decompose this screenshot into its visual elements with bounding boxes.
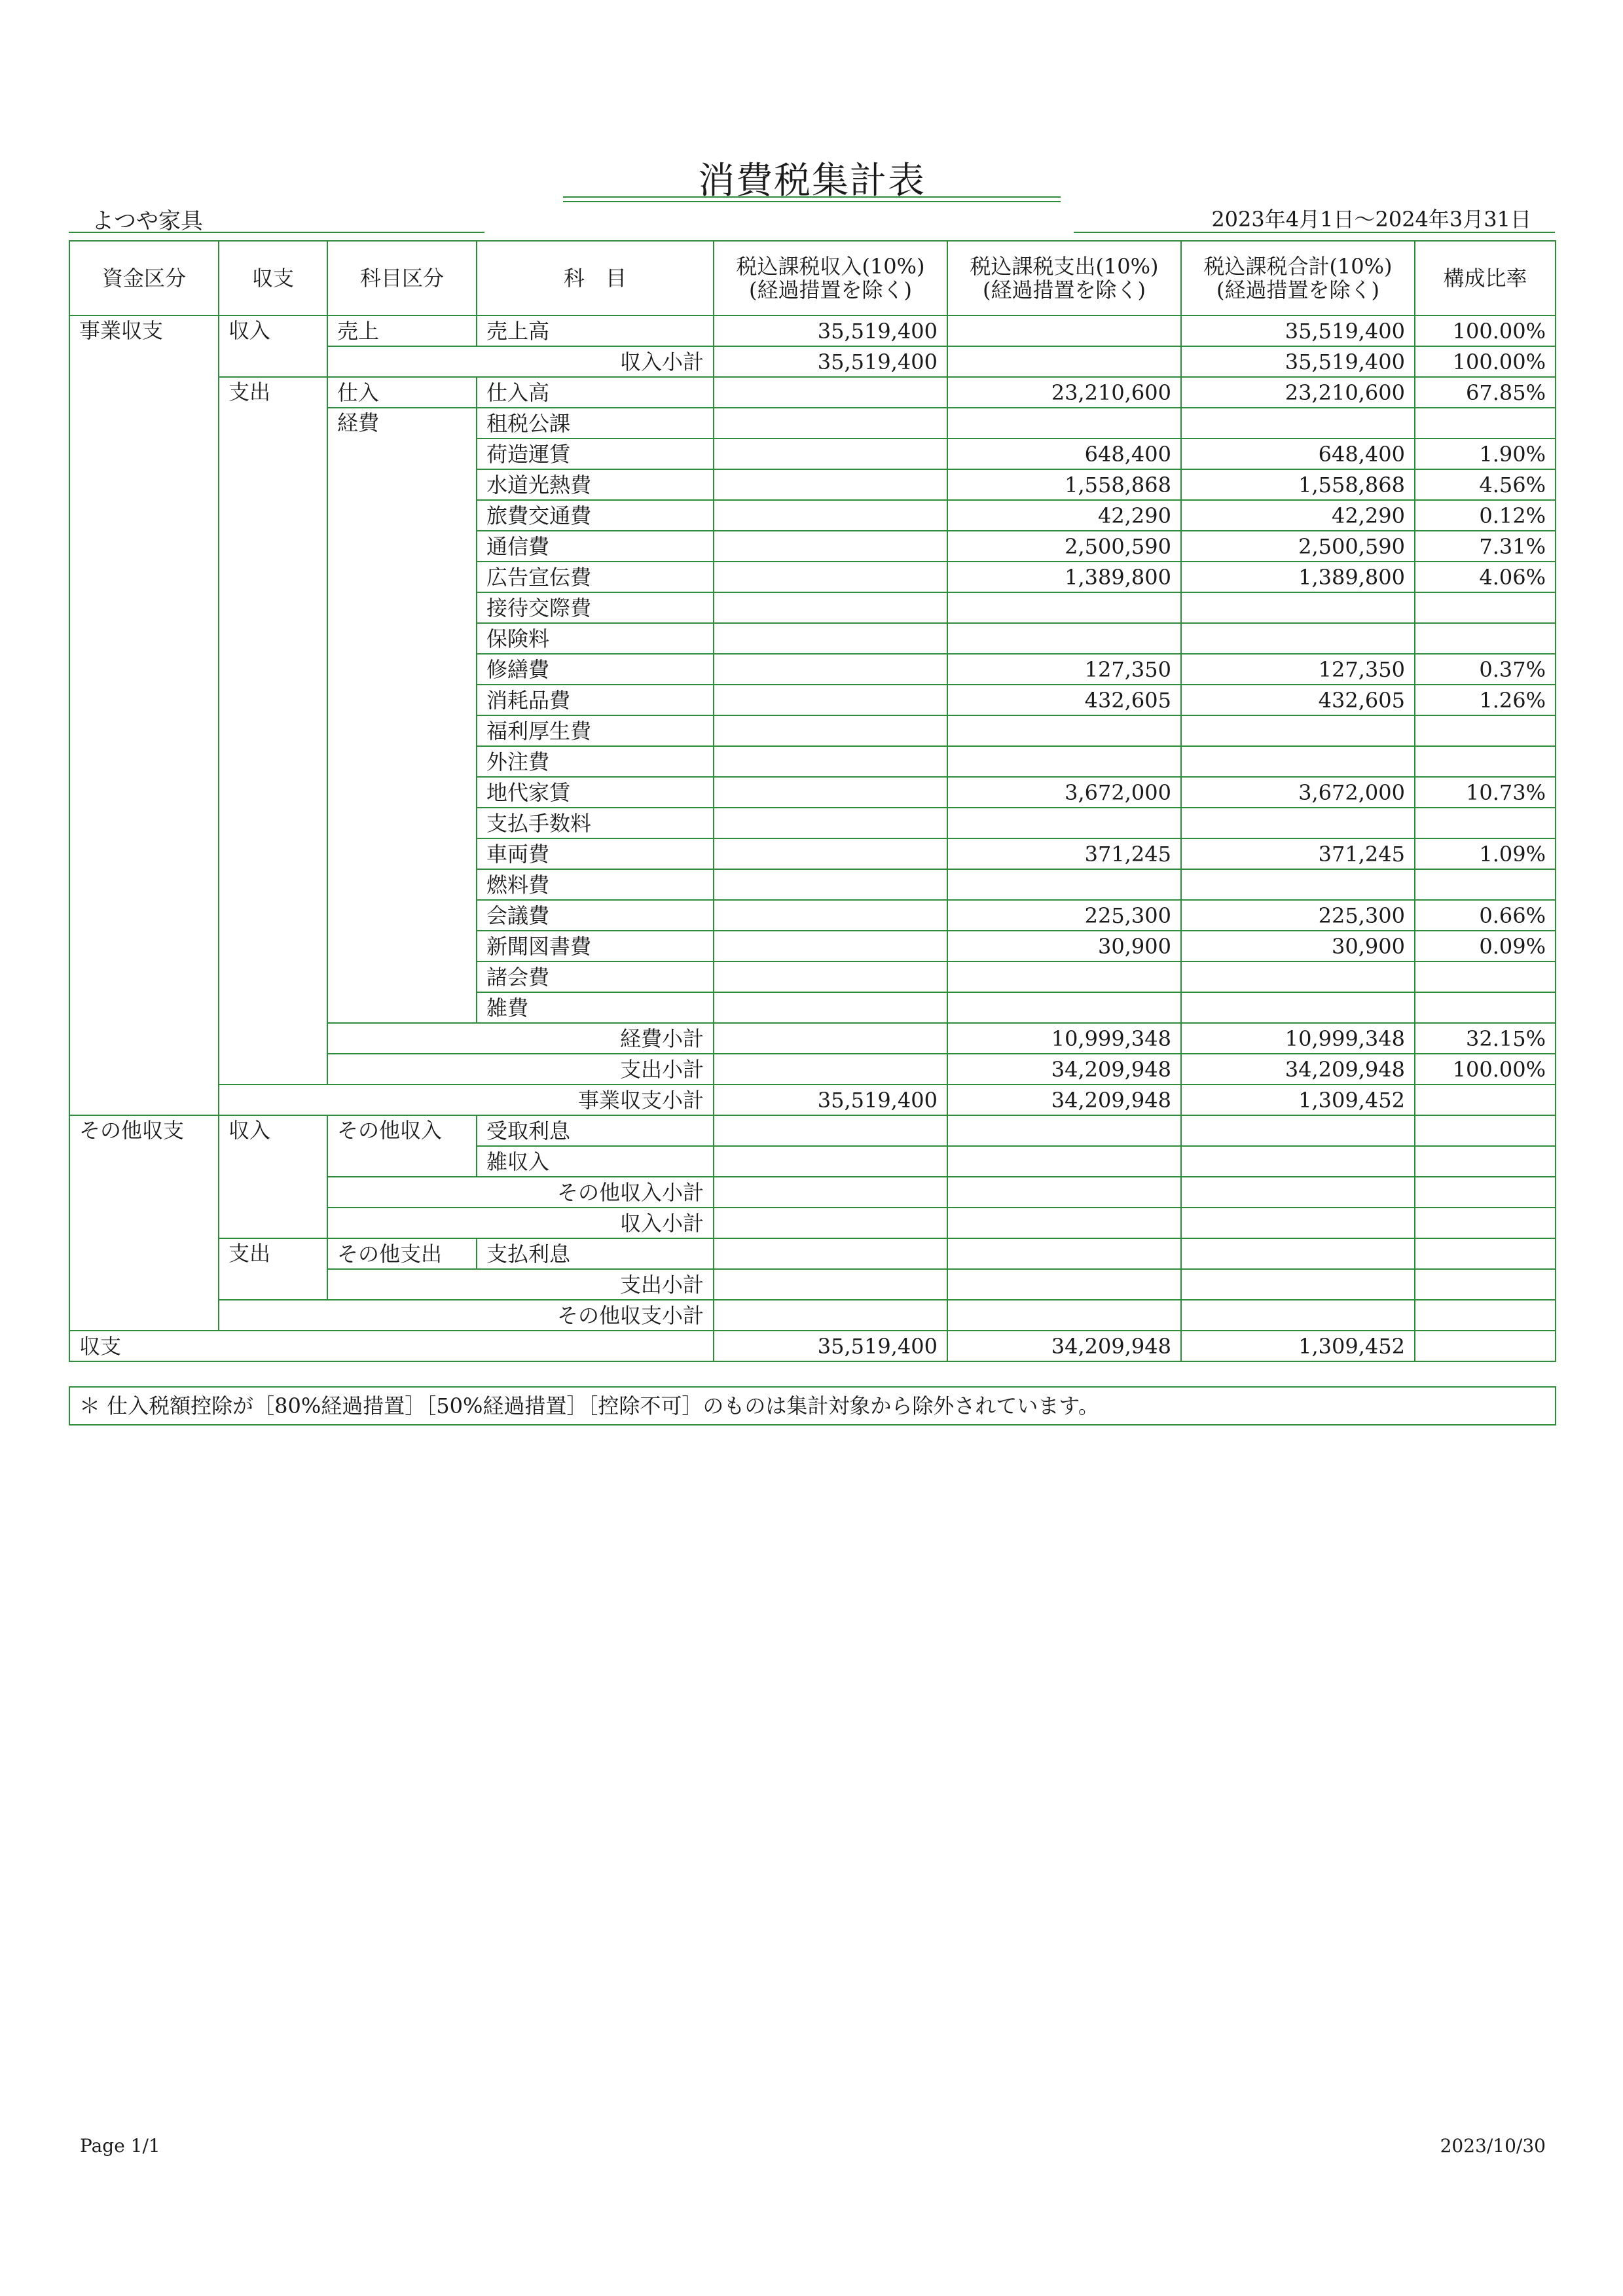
io-income: 収入 — [219, 1115, 327, 1238]
account-name: 旅費交通費 — [477, 500, 714, 531]
total-value — [1181, 1115, 1415, 1146]
income-value — [714, 500, 947, 531]
income-value: 35,519,400 — [714, 1331, 947, 1361]
table-row — [69, 1085, 1556, 1115]
expense-value — [947, 715, 1181, 746]
category-purchase: 仕入 — [327, 377, 477, 408]
account-name: 租税公課 — [477, 408, 714, 439]
category-sales: 売上 — [327, 315, 477, 346]
ratio-value — [1415, 1177, 1556, 1208]
income-value — [714, 1269, 947, 1300]
grand-total-label: 収支 — [69, 1331, 714, 1361]
total-value: 1,309,452 — [1181, 1331, 1415, 1361]
account-name: 消耗品費 — [477, 685, 714, 715]
total-value: 35,519,400 — [1181, 346, 1415, 377]
expense-value: 3,672,000 — [947, 777, 1181, 808]
total-value — [1181, 623, 1415, 654]
expense-value — [947, 808, 1181, 838]
ratio-value — [1415, 1238, 1556, 1269]
table-body — [69, 315, 1556, 1361]
header-io: 収支 — [219, 241, 327, 315]
income-value: 35,519,400 — [714, 1085, 947, 1115]
ratio-value — [1415, 808, 1556, 838]
total-value — [1181, 961, 1415, 992]
total-value: 1,558,868 — [1181, 469, 1415, 500]
expense-value: 225,300 — [947, 900, 1181, 931]
subtotal-label: 収入小計 — [327, 1208, 714, 1238]
subtotal-label: 支出小計 — [327, 1269, 714, 1300]
subtotal-label: 収入小計 — [327, 346, 714, 377]
expense-value: 34,209,948 — [947, 1331, 1181, 1361]
expense-value — [947, 1146, 1181, 1177]
income-value — [714, 900, 947, 931]
page-title: 消費税集計表 — [698, 160, 926, 202]
ratio-value: 1.26% — [1415, 685, 1556, 715]
income-value — [714, 654, 947, 685]
header-total: 税込課税合計(10%) (経過措置を除く) — [1181, 241, 1415, 315]
total-value: 35,519,400 — [1181, 315, 1415, 346]
fund-other: その他収支 — [69, 1115, 219, 1331]
total-value — [1181, 992, 1415, 1023]
total-value: 648,400 — [1181, 439, 1415, 469]
expense-value — [947, 1269, 1181, 1300]
account-name: 荷造運賃 — [477, 439, 714, 469]
subtotal-label: その他収入小計 — [327, 1177, 714, 1208]
account-name: 修繕費 — [477, 654, 714, 685]
total-value: 432,605 — [1181, 685, 1415, 715]
total-value — [1181, 408, 1415, 439]
total-value — [1181, 1208, 1415, 1238]
ratio-value — [1415, 961, 1556, 992]
fund-business: 事業収支 — [69, 315, 219, 1115]
income-value — [714, 869, 947, 900]
expense-value — [947, 746, 1181, 777]
income-value — [714, 1177, 947, 1208]
income-value — [714, 623, 947, 654]
total-value: 2,500,590 — [1181, 531, 1415, 562]
income-value — [714, 1115, 947, 1146]
expense-value — [947, 961, 1181, 992]
total-value — [1181, 1300, 1415, 1331]
account-name: 外注費 — [477, 746, 714, 777]
income-value — [714, 746, 947, 777]
total-value — [1181, 1269, 1415, 1300]
total-value — [1181, 1238, 1415, 1269]
total-value: 1,309,452 — [1181, 1085, 1415, 1115]
ratio-value: 4.56% — [1415, 469, 1556, 500]
account-name: 広告宣伝費 — [477, 562, 714, 592]
ratio-value — [1415, 1269, 1556, 1300]
title-underline-2 — [563, 201, 1061, 202]
expense-value — [947, 1238, 1181, 1269]
account-name: 福利厚生費 — [477, 715, 714, 746]
total-value: 34,209,948 — [1181, 1054, 1415, 1085]
income-value — [714, 1023, 947, 1054]
account-name: 売上高 — [477, 315, 714, 346]
expense-value: 2,500,590 — [947, 531, 1181, 562]
print-date: 2023/10/30 — [1440, 2135, 1546, 2157]
header-expense: 税込課税支出(10%) (経過措置を除く) — [947, 241, 1181, 315]
income-value — [714, 1208, 947, 1238]
income-value — [714, 1054, 947, 1085]
table-row — [69, 1115, 1556, 1146]
total-value — [1181, 1177, 1415, 1208]
total-value: 3,672,000 — [1181, 777, 1415, 808]
company-underline — [69, 232, 484, 233]
ratio-value: 67.85% — [1415, 377, 1556, 408]
income-value — [714, 439, 947, 469]
footnote: ＊ 仕入税額控除が［80%経過措置］［50%経過措置］［控除不可］のものは集計対象から除外されています。 — [69, 1386, 1556, 1426]
account-name: 接待交際費 — [477, 592, 714, 623]
io-expense: 支出 — [219, 377, 327, 1085]
subtotal-label: 事業収支小計 — [219, 1085, 714, 1115]
expense-value — [947, 1300, 1181, 1331]
subtotal-label: その他収支小計 — [219, 1300, 714, 1331]
ratio-value — [1415, 869, 1556, 900]
period-underline — [1074, 232, 1555, 233]
total-value — [1181, 715, 1415, 746]
income-value — [714, 469, 947, 500]
subtotal-label: 支出小計 — [327, 1054, 714, 1085]
total-value: 30,900 — [1181, 931, 1415, 961]
expense-value: 1,389,800 — [947, 562, 1181, 592]
category-other-expense: その他支出 — [327, 1238, 477, 1269]
io-expense: 支出 — [219, 1238, 327, 1300]
ratio-value: 32.15% — [1415, 1023, 1556, 1054]
account-name: 受取利息 — [477, 1115, 714, 1146]
expense-value — [947, 315, 1181, 346]
title-underline — [563, 196, 1061, 198]
ratio-value: 0.09% — [1415, 931, 1556, 961]
ratio-value: 0.66% — [1415, 900, 1556, 931]
expense-value — [947, 408, 1181, 439]
account-name: 諸会費 — [477, 961, 714, 992]
expense-value: 1,558,868 — [947, 469, 1181, 500]
total-value: 10,999,348 — [1181, 1023, 1415, 1054]
header-row — [69, 241, 1556, 315]
ratio-value — [1415, 592, 1556, 623]
expense-value: 42,290 — [947, 500, 1181, 531]
account-name: 雑費 — [477, 992, 714, 1023]
income-value — [714, 562, 947, 592]
income-value — [714, 592, 947, 623]
expense-value — [947, 1208, 1181, 1238]
subtotal-label: 経費小計 — [327, 1023, 714, 1054]
header-fund: 資金区分 — [69, 241, 219, 315]
report-period: 2023年4月1日〜2024年3月31日 — [1211, 207, 1531, 232]
ratio-value — [1415, 1300, 1556, 1331]
account-name: 地代家賃 — [477, 777, 714, 808]
ratio-value — [1415, 1085, 1556, 1115]
ratio-value: 4.06% — [1415, 562, 1556, 592]
total-value — [1181, 592, 1415, 623]
ratio-value: 0.12% — [1415, 500, 1556, 531]
income-value — [714, 992, 947, 1023]
ratio-value — [1415, 1208, 1556, 1238]
expense-value: 648,400 — [947, 439, 1181, 469]
total-value: 127,350 — [1181, 654, 1415, 685]
ratio-value: 10.73% — [1415, 777, 1556, 808]
account-name: 支払利息 — [477, 1238, 714, 1269]
account-name: 仕入高 — [477, 377, 714, 408]
total-value: 42,290 — [1181, 500, 1415, 531]
expense-value — [947, 623, 1181, 654]
income-value — [714, 777, 947, 808]
expense-value: 432,605 — [947, 685, 1181, 715]
ratio-value — [1415, 623, 1556, 654]
ratio-value — [1415, 1331, 1556, 1361]
expense-value — [947, 1115, 1181, 1146]
category-expenses: 経費 — [327, 408, 477, 1023]
account-name: 雑収入 — [477, 1146, 714, 1177]
income-value — [714, 1238, 947, 1269]
expense-value: 10,999,348 — [947, 1023, 1181, 1054]
income-value — [714, 808, 947, 838]
total-value: 1,389,800 — [1181, 562, 1415, 592]
header-income: 税込課税収入(10%) (経過措置を除く) — [714, 241, 947, 315]
ratio-value: 100.00% — [1415, 346, 1556, 377]
ratio-value: 100.00% — [1415, 315, 1556, 346]
account-name: 車両費 — [477, 838, 714, 869]
table-row — [69, 315, 1556, 346]
header-account: 科 目 — [477, 241, 714, 315]
company-name: よつや家具 — [92, 208, 203, 234]
expense-value: 34,209,948 — [947, 1085, 1181, 1115]
expense-value — [947, 869, 1181, 900]
expense-value — [947, 1177, 1181, 1208]
account-name: 水道光熱費 — [477, 469, 714, 500]
income-value — [714, 838, 947, 869]
page-number: Page 1/1 — [80, 2135, 160, 2157]
income-value: 35,519,400 — [714, 315, 947, 346]
header-ratio: 構成比率 — [1415, 241, 1556, 315]
total-value: 225,300 — [1181, 900, 1415, 931]
income-value: 35,519,400 — [714, 346, 947, 377]
income-value — [714, 961, 947, 992]
expense-value — [947, 592, 1181, 623]
ratio-value: 100.00% — [1415, 1054, 1556, 1085]
table-row — [69, 1300, 1556, 1331]
ratio-value — [1415, 1146, 1556, 1177]
expense-value — [947, 346, 1181, 377]
ratio-value — [1415, 1115, 1556, 1146]
ratio-value — [1415, 992, 1556, 1023]
ratio-value — [1415, 746, 1556, 777]
account-name: 新聞図書費 — [477, 931, 714, 961]
category-other-income: その他収入 — [327, 1115, 477, 1177]
account-name: 会議費 — [477, 900, 714, 931]
ratio-value — [1415, 715, 1556, 746]
account-name: 通信費 — [477, 531, 714, 562]
ratio-value: 1.09% — [1415, 838, 1556, 869]
income-value — [714, 531, 947, 562]
income-value — [714, 1300, 947, 1331]
total-value — [1181, 1146, 1415, 1177]
income-value — [714, 931, 947, 961]
income-value — [714, 685, 947, 715]
io-income: 収入 — [219, 315, 327, 377]
ratio-value — [1415, 408, 1556, 439]
total-value — [1181, 746, 1415, 777]
account-name: 燃料費 — [477, 869, 714, 900]
total-value: 371,245 — [1181, 838, 1415, 869]
total-value: 23,210,600 — [1181, 377, 1415, 408]
income-value — [714, 1146, 947, 1177]
income-value — [714, 715, 947, 746]
table-row — [69, 1331, 1556, 1361]
expense-value: 34,209,948 — [947, 1054, 1181, 1085]
account-name: 支払手数料 — [477, 808, 714, 838]
ratio-value: 7.31% — [1415, 531, 1556, 562]
expense-value: 127,350 — [947, 654, 1181, 685]
expense-value: 23,210,600 — [947, 377, 1181, 408]
ratio-value: 1.90% — [1415, 439, 1556, 469]
expense-value: 371,245 — [947, 838, 1181, 869]
account-name: 保険料 — [477, 623, 714, 654]
header-category: 科目区分 — [327, 241, 477, 315]
ratio-value: 0.37% — [1415, 654, 1556, 685]
table-row — [69, 377, 1556, 408]
expense-value — [947, 992, 1181, 1023]
income-value — [714, 408, 947, 439]
total-value — [1181, 869, 1415, 900]
income-value — [714, 377, 947, 408]
total-value — [1181, 808, 1415, 838]
expense-value: 30,900 — [947, 931, 1181, 961]
table-row — [69, 1238, 1556, 1269]
tax-summary-table — [69, 240, 1556, 1362]
